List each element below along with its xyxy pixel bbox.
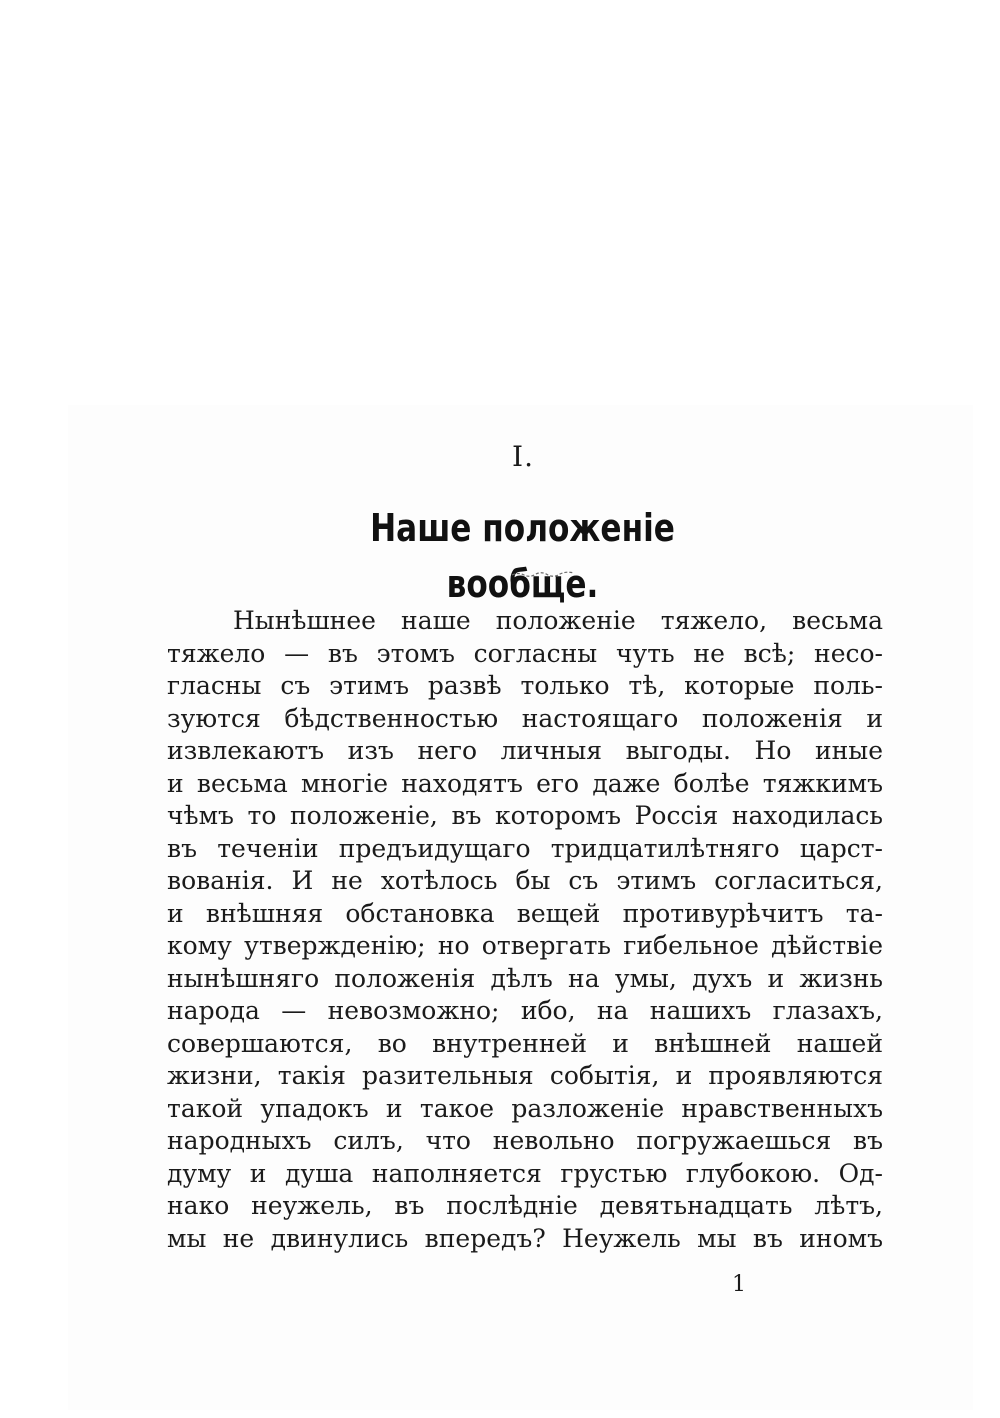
text-line: совершаются, во внутренней и внѣшней нашей — [167, 1028, 883, 1058]
text-line: жизни, такiя разительныя событiя, и проявляются — [167, 1061, 883, 1090]
text-line: въ теченiи предъидущаго тридцатилѣтняго царст- — [167, 833, 883, 863]
text-line: зуются бѣдственностью настоящаго положенiя и — [167, 703, 883, 733]
text-line: тяжело — въ этомъ согласны чуть не всѣ; несо- — [167, 638, 883, 668]
chapter-number: I. — [512, 440, 534, 473]
text-line: народа — невозможно; ибо, на нашихъ глазахъ, — [167, 996, 883, 1025]
text-line: народныхъ силъ, что невольно погружаешься въ — [167, 1126, 883, 1155]
ornament-divider-icon — [510, 570, 576, 578]
text-line: чѣмъ то положенiе, въ которомъ Россiя находилась — [167, 801, 883, 830]
text-line: мы не двинулись впередъ? Неужель мы въ иномъ — [167, 1223, 883, 1253]
body-text — [167, 605, 883, 1255]
chapter-title: Наше положенiе вообще. — [370, 506, 675, 606]
text-line: вованiя. И не хотѣлось бы съ этимъ согласиться, — [167, 866, 883, 895]
text-line: нынѣшняго положенiя дѣлъ на умы, духъ и жизнь — [167, 963, 883, 993]
text-line: извлекаютъ изъ него личныя выгоды. Но иные — [167, 736, 883, 765]
page-number: 1 — [732, 1272, 746, 1297]
text-line: гласны съ этимъ развѣ только тѣ, которые поль- — [167, 671, 883, 700]
text-line: и внѣшняя обстановка вещей противурѣчитъ та- — [167, 898, 883, 928]
text-line: такой упадокъ и такое разложенiе нравственныхъ — [167, 1093, 883, 1123]
text-line: кому утвержденiю; но отвергать гибельное дѣйствiе — [167, 931, 883, 960]
text-line: нако неужель, въ послѣднiе девятьнадцать лѣтъ, — [167, 1191, 883, 1220]
text-line: и весьма многiе находятъ его даже болѣе тяжкимъ — [167, 768, 883, 798]
text-line: думу и душа наполняется грустью глубокою. Од- — [167, 1158, 883, 1188]
text-line: Нынѣшнее наше положенiе тяжело, весьма — [233, 606, 883, 635]
